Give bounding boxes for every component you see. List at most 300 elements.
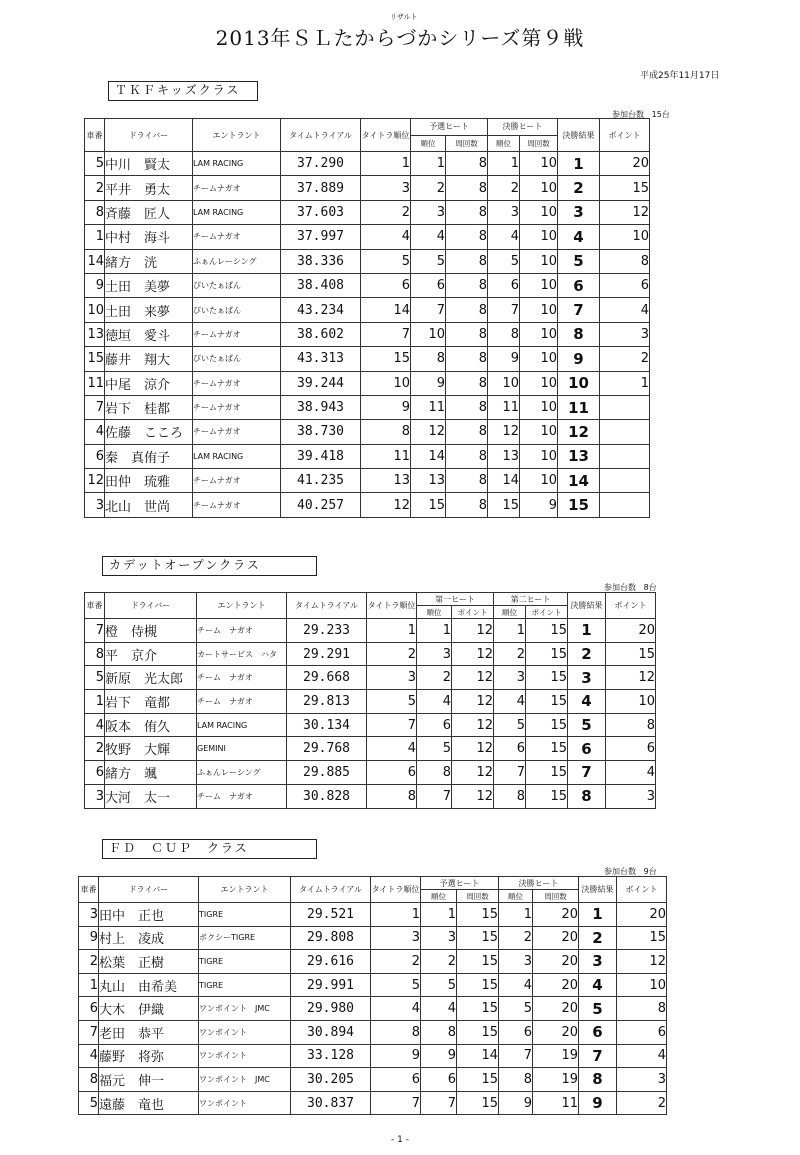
col-heat1-header: 第一ヒート [417, 593, 494, 606]
tt-rank: 2 [367, 642, 417, 666]
entry-count-label: 参加台数 [604, 583, 636, 592]
final-result: 7 [579, 1044, 617, 1068]
driver-name: 平井 勇太 [105, 176, 193, 200]
points: 15 [606, 642, 656, 666]
time-trial-time: 30.828 [287, 784, 367, 808]
time-trial-time: 29.768 [287, 737, 367, 761]
final-result: 9 [579, 1091, 617, 1115]
table-row [85, 784, 656, 808]
table-row [79, 973, 667, 997]
col-heat2-header: 決勝ヒート [488, 119, 558, 136]
tt-rank: 11 [361, 444, 411, 468]
final-result: 2 [558, 176, 600, 200]
heat2-laps: 15 [526, 761, 568, 785]
points: 8 [617, 997, 667, 1021]
tt-rank: 9 [361, 395, 411, 419]
car-number: 8 [85, 642, 105, 666]
heat2-laps: 19 [533, 1068, 579, 1092]
heat1-position: 3 [421, 926, 457, 950]
driver-name: 福元 伸一 [99, 1068, 199, 1092]
heat1-position: 2 [411, 176, 446, 200]
heat1-position: 1 [411, 152, 446, 176]
points: 3 [600, 322, 650, 346]
points [600, 395, 650, 419]
entrant-name: ワンポイント [199, 1020, 291, 1044]
entrant-name: LAM RACING [193, 152, 281, 176]
heat1-position: 4 [417, 690, 452, 714]
col-driver-header: ドライバー [105, 119, 193, 152]
table-row [85, 395, 650, 419]
page-number: - 1 - [391, 1135, 409, 1145]
tt-rank: 1 [371, 903, 421, 927]
points: 20 [606, 619, 656, 643]
points: 4 [617, 1044, 667, 1068]
driver-name: 藤井 翔大 [105, 347, 193, 371]
heat1-position: 9 [411, 371, 446, 395]
heat2-position: 2 [488, 176, 520, 200]
table-row [85, 493, 650, 517]
entry-count-spacer [636, 867, 644, 876]
heat1-position: 5 [411, 249, 446, 273]
driver-name: 中川 賢太 [105, 152, 193, 176]
entrant-name: ふぁんレーシング [197, 761, 287, 785]
col-car-header: 車番 [85, 593, 105, 619]
entrant-name: GEMINI [197, 737, 287, 761]
driver-name: 中尾 涼介 [105, 371, 193, 395]
heat1-laps: 15 [457, 1020, 499, 1044]
points: 12 [606, 666, 656, 690]
heat1-position: 7 [421, 1091, 457, 1115]
tt-rank: 5 [367, 690, 417, 714]
driver-name: 岩下 桂都 [105, 395, 193, 419]
heat1-position: 14 [411, 444, 446, 468]
driver-name: 村上 凌成 [99, 926, 199, 950]
heat2-position: 7 [494, 761, 526, 785]
driver-name: 土田 美夢 [105, 273, 193, 297]
driver-name: 老田 恭平 [99, 1020, 199, 1044]
entrant-name: ふぁんレーシング [193, 249, 281, 273]
driver-name: 土田 来夢 [105, 298, 193, 322]
header-row [79, 877, 667, 890]
tt-rank: 3 [367, 666, 417, 690]
heat2-laps: 9 [520, 493, 558, 517]
heat2-laps: 10 [520, 444, 558, 468]
heat2-laps: 15 [526, 690, 568, 714]
heat2-laps: 15 [526, 737, 568, 761]
tt-rank: 1 [361, 152, 411, 176]
time-trial-time: 38.730 [281, 420, 361, 444]
heat2-position: 6 [494, 737, 526, 761]
car-number: 7 [85, 395, 105, 419]
heat1-position: 2 [417, 666, 452, 690]
heat1-position: 6 [417, 713, 452, 737]
entrant-name: チームナガオ [193, 469, 281, 493]
heat1-position: 5 [421, 973, 457, 997]
col-heat1-sub-header: 周回数 [446, 135, 488, 152]
class-name-box: ＴＫＦキッズクラス [108, 81, 258, 101]
heat1-laps: 8 [446, 493, 488, 517]
col-points-header: ポイント [606, 593, 656, 619]
heat2-laps: 10 [520, 298, 558, 322]
heat1-position: 8 [417, 761, 452, 785]
time-trial-time: 41.235 [281, 469, 361, 493]
points: 3 [606, 784, 656, 808]
heat2-position: 8 [494, 784, 526, 808]
final-result: 1 [558, 152, 600, 176]
car-number: 5 [85, 152, 105, 176]
col-heat1-sub-header: 周回数 [457, 890, 499, 903]
driver-name: 佐藤 こころ [105, 420, 193, 444]
car-number: 14 [85, 249, 105, 273]
heat2-laps: 15 [526, 713, 568, 737]
col-final-header: 決勝結果 [579, 877, 617, 903]
time-trial-time: 38.336 [281, 249, 361, 273]
driver-name: 平 京介 [105, 642, 197, 666]
col-heat2-header: 第二ヒート [494, 593, 568, 606]
entrant-name: チームナガオ [193, 225, 281, 249]
tt-rank: 8 [361, 420, 411, 444]
time-trial-time: 37.290 [281, 152, 361, 176]
driver-name: 橙 侍槻 [105, 619, 197, 643]
car-number: 13 [85, 322, 105, 346]
col-car-header: 車番 [79, 877, 99, 903]
table-row [85, 737, 656, 761]
heat2-laps: 11 [533, 1091, 579, 1115]
tt-rank: 8 [367, 784, 417, 808]
time-trial-time: 37.889 [281, 176, 361, 200]
heat1-position: 8 [421, 1020, 457, 1044]
final-result: 4 [579, 973, 617, 997]
heat2-laps: 10 [520, 395, 558, 419]
heat2-position: 8 [488, 322, 520, 346]
heat1-laps: 15 [457, 973, 499, 997]
final-result: 15 [558, 493, 600, 517]
heat1-position: 4 [411, 225, 446, 249]
time-trial-time: 29.521 [291, 903, 371, 927]
car-number: 9 [79, 926, 99, 950]
tt-rank: 6 [361, 273, 411, 297]
entrant-name: チームナガオ [193, 176, 281, 200]
driver-name: 藤野 将弥 [99, 1044, 199, 1068]
car-number: 12 [85, 469, 105, 493]
entrant-name: チーム ナガオ [197, 666, 287, 690]
heat2-position: 4 [488, 225, 520, 249]
heat1-position: 1 [421, 903, 457, 927]
table-row [85, 322, 650, 346]
heat1-position: 6 [421, 1068, 457, 1092]
entrant-name: LAM RACING [193, 200, 281, 224]
time-trial-time: 29.233 [287, 619, 367, 643]
points: 1 [600, 371, 650, 395]
table-row [85, 690, 656, 714]
heat1-laps: 8 [446, 176, 488, 200]
heat2-position: 5 [494, 713, 526, 737]
heat2-position: 6 [488, 273, 520, 297]
title-ruby: リザルト [390, 13, 418, 21]
col-tt-rank-header: タイトラ順位 [361, 119, 411, 152]
table-row [79, 1044, 667, 1068]
heat1-laps: 8 [446, 225, 488, 249]
entrant-name: ワンポイント [199, 1044, 291, 1068]
tt-rank: 2 [361, 200, 411, 224]
points: 20 [617, 903, 667, 927]
driver-name: 田仲 琉雅 [105, 469, 193, 493]
entrant-name: チームナガオ [193, 395, 281, 419]
car-number: 6 [79, 997, 99, 1021]
driver-name: 斉藤 匠人 [105, 200, 193, 224]
col-heat1-pos-header: 順位 [411, 135, 446, 152]
car-number: 2 [85, 176, 105, 200]
heat1-position: 1 [417, 619, 452, 643]
table-row [85, 371, 650, 395]
final-result: 1 [579, 903, 617, 927]
heat2-position: 12 [488, 420, 520, 444]
entrant-name: TIGRE [199, 950, 291, 974]
heat1-position: 7 [411, 298, 446, 322]
entrant-name: LAM RACING [193, 444, 281, 468]
table-row [85, 347, 650, 371]
tt-rank: 5 [361, 249, 411, 273]
table-row [85, 273, 650, 297]
heat2-position: 3 [499, 950, 533, 974]
car-number: 1 [85, 225, 105, 249]
driver-name: 北山 世尚 [105, 493, 193, 517]
heat1-laps: 8 [446, 273, 488, 297]
col-time-trial-header: タイムトライアル [281, 119, 361, 152]
car-number: 4 [79, 1044, 99, 1068]
car-number: 7 [79, 1020, 99, 1044]
heat2-position: 1 [499, 903, 533, 927]
entrant-name: チームナガオ [193, 493, 281, 517]
heat1-position: 2 [421, 950, 457, 974]
points [600, 444, 650, 468]
heat2-laps: 10 [520, 273, 558, 297]
table-row [79, 1020, 667, 1044]
heat2-position: 9 [499, 1091, 533, 1115]
entrant-name: ぴいたぁぱん [193, 298, 281, 322]
points [600, 493, 650, 517]
points: 6 [617, 1020, 667, 1044]
driver-name: 松葉 正樹 [99, 950, 199, 974]
driver-name: 徳垣 愛斗 [105, 322, 193, 346]
table-row [85, 152, 650, 176]
col-heat1-pos-header: 順位 [417, 606, 452, 619]
table-row [85, 469, 650, 493]
heat1-position: 8 [411, 347, 446, 371]
entrant-name: チーム ナガオ [197, 619, 287, 643]
col-heat2-sub-header: 周回数 [533, 890, 579, 903]
heat2-position: 9 [488, 347, 520, 371]
final-result: 1 [568, 619, 606, 643]
points [600, 420, 650, 444]
time-trial-time: 29.980 [291, 997, 371, 1021]
tt-rank: 7 [361, 322, 411, 346]
heat2-laps: 10 [520, 469, 558, 493]
tt-rank: 4 [371, 997, 421, 1021]
heat2-position: 7 [499, 1044, 533, 1068]
table-row [85, 761, 656, 785]
table-row [85, 444, 650, 468]
driver-name: 緒方 颯 [105, 761, 197, 785]
points: 4 [600, 298, 650, 322]
entrant-name: TIGRE [199, 973, 291, 997]
heat2-laps: 10 [520, 152, 558, 176]
entrant-name: LAM RACING [197, 713, 287, 737]
heat1-position: 5 [417, 737, 452, 761]
tt-rank: 14 [361, 298, 411, 322]
heat2-laps: 15 [526, 784, 568, 808]
col-heat2-sub-header: ポイント [526, 606, 568, 619]
col-entrant-header: エントラント [193, 119, 281, 152]
car-number: 10 [85, 298, 105, 322]
time-trial-time: 29.991 [291, 973, 371, 997]
time-trial-time: 37.603 [281, 200, 361, 224]
points: 3 [617, 1068, 667, 1092]
table-row [85, 176, 650, 200]
heat2-position: 3 [488, 200, 520, 224]
final-result: 6 [579, 1020, 617, 1044]
col-car-header: 車番 [85, 119, 105, 152]
tt-rank: 4 [361, 225, 411, 249]
final-result: 13 [558, 444, 600, 468]
time-trial-time: 29.668 [287, 666, 367, 690]
heat1-laps: 8 [446, 444, 488, 468]
col-time-trial-header: タイムトライアル [287, 593, 367, 619]
car-number: 3 [85, 784, 105, 808]
time-trial-time: 29.813 [287, 690, 367, 714]
entrant-name: ぴいたぁぱん [193, 347, 281, 371]
heat2-position: 6 [499, 1020, 533, 1044]
results-table [84, 118, 650, 518]
col-points-header: ポイント [600, 119, 650, 152]
heat2-position: 8 [499, 1068, 533, 1092]
results-table [78, 876, 667, 1115]
final-result: 12 [558, 420, 600, 444]
heat2-laps: 10 [520, 322, 558, 346]
driver-name: 田中 正也 [99, 903, 199, 927]
entrant-name: チーム ナガオ [197, 690, 287, 714]
time-trial-time: 38.602 [281, 322, 361, 346]
entrant-name: ワンポイント JMC [199, 1068, 291, 1092]
tt-rank: 15 [361, 347, 411, 371]
car-number: 7 [85, 619, 105, 643]
heat1-position: 6 [411, 273, 446, 297]
heat1-laps: 12 [452, 642, 494, 666]
final-result: 5 [558, 249, 600, 273]
car-number: 6 [85, 761, 105, 785]
heat1-laps: 12 [452, 713, 494, 737]
heat2-laps: 10 [520, 420, 558, 444]
heat2-position: 1 [494, 619, 526, 643]
entrant-name: チームナガオ [193, 420, 281, 444]
col-entrant-header: エントラント [199, 877, 291, 903]
heat2-position: 1 [488, 152, 520, 176]
driver-name: 大河 太一 [105, 784, 197, 808]
heat2-laps: 15 [526, 666, 568, 690]
event-date: 平成25年11月17日 [640, 71, 720, 81]
heat2-laps: 15 [526, 642, 568, 666]
col-final-header: 決勝結果 [568, 593, 606, 619]
final-result: 4 [568, 690, 606, 714]
tt-rank: 6 [367, 761, 417, 785]
col-heat2-pos-header: 順位 [488, 135, 520, 152]
heat1-laps: 15 [457, 950, 499, 974]
heat2-position: 13 [488, 444, 520, 468]
points: 12 [600, 200, 650, 224]
final-result: 3 [579, 950, 617, 974]
col-heat1-header: 予選ヒート [421, 877, 499, 890]
tt-rank: 12 [361, 493, 411, 517]
heat2-position: 10 [488, 371, 520, 395]
heat1-position: 7 [417, 784, 452, 808]
col-points-header: ポイント [617, 877, 667, 903]
entrant-name: ワンポイント JMC [199, 997, 291, 1021]
heat2-laps: 20 [533, 903, 579, 927]
heat2-laps: 10 [520, 200, 558, 224]
heat1-position: 9 [421, 1044, 457, 1068]
header-row [85, 119, 650, 136]
heat2-position: 3 [494, 666, 526, 690]
time-trial-time: 37.997 [281, 225, 361, 249]
tt-rank: 10 [361, 371, 411, 395]
points: 2 [600, 347, 650, 371]
heat2-laps: 10 [520, 249, 558, 273]
table-row [85, 225, 650, 249]
heat1-position: 11 [411, 395, 446, 419]
car-number: 3 [79, 903, 99, 927]
heat1-laps: 8 [446, 249, 488, 273]
points: 6 [600, 273, 650, 297]
heat2-position: 2 [494, 642, 526, 666]
heat1-laps: 12 [452, 690, 494, 714]
heat2-position: 4 [499, 973, 533, 997]
driver-name: 遠藤 竜也 [99, 1091, 199, 1115]
heat1-position: 3 [411, 200, 446, 224]
final-result: 8 [568, 784, 606, 808]
heat1-position: 12 [411, 420, 446, 444]
tt-rank: 4 [367, 737, 417, 761]
car-number: 4 [85, 713, 105, 737]
final-result: 5 [568, 713, 606, 737]
table-row [85, 713, 656, 737]
table-row [85, 642, 656, 666]
heat1-laps: 12 [452, 737, 494, 761]
heat1-laps: 8 [446, 200, 488, 224]
entrant-name: カートサービス ハタ [197, 642, 287, 666]
points: 2 [617, 1091, 667, 1115]
heat2-laps: 10 [520, 347, 558, 371]
heat2-laps: 10 [520, 176, 558, 200]
final-result: 5 [579, 997, 617, 1021]
col-final-header: 決勝結果 [558, 119, 600, 152]
entrant-name: TIGRE [199, 903, 291, 927]
tt-rank: 6 [371, 1068, 421, 1092]
entry-count-value: 15台 [651, 110, 670, 119]
final-result: 9 [558, 347, 600, 371]
heat1-laps: 12 [452, 619, 494, 643]
entry-count-label: 参加台数 [612, 110, 644, 119]
table-row [85, 200, 650, 224]
entrant-name: ぴいたぁぱん [193, 273, 281, 297]
car-number: 5 [79, 1091, 99, 1115]
final-result: 8 [558, 322, 600, 346]
time-trial-time: 30.894 [291, 1020, 371, 1044]
heat1-laps: 12 [452, 761, 494, 785]
heat1-laps: 8 [446, 298, 488, 322]
final-result: 3 [558, 200, 600, 224]
heat1-laps: 15 [457, 926, 499, 950]
time-trial-time: 38.408 [281, 273, 361, 297]
